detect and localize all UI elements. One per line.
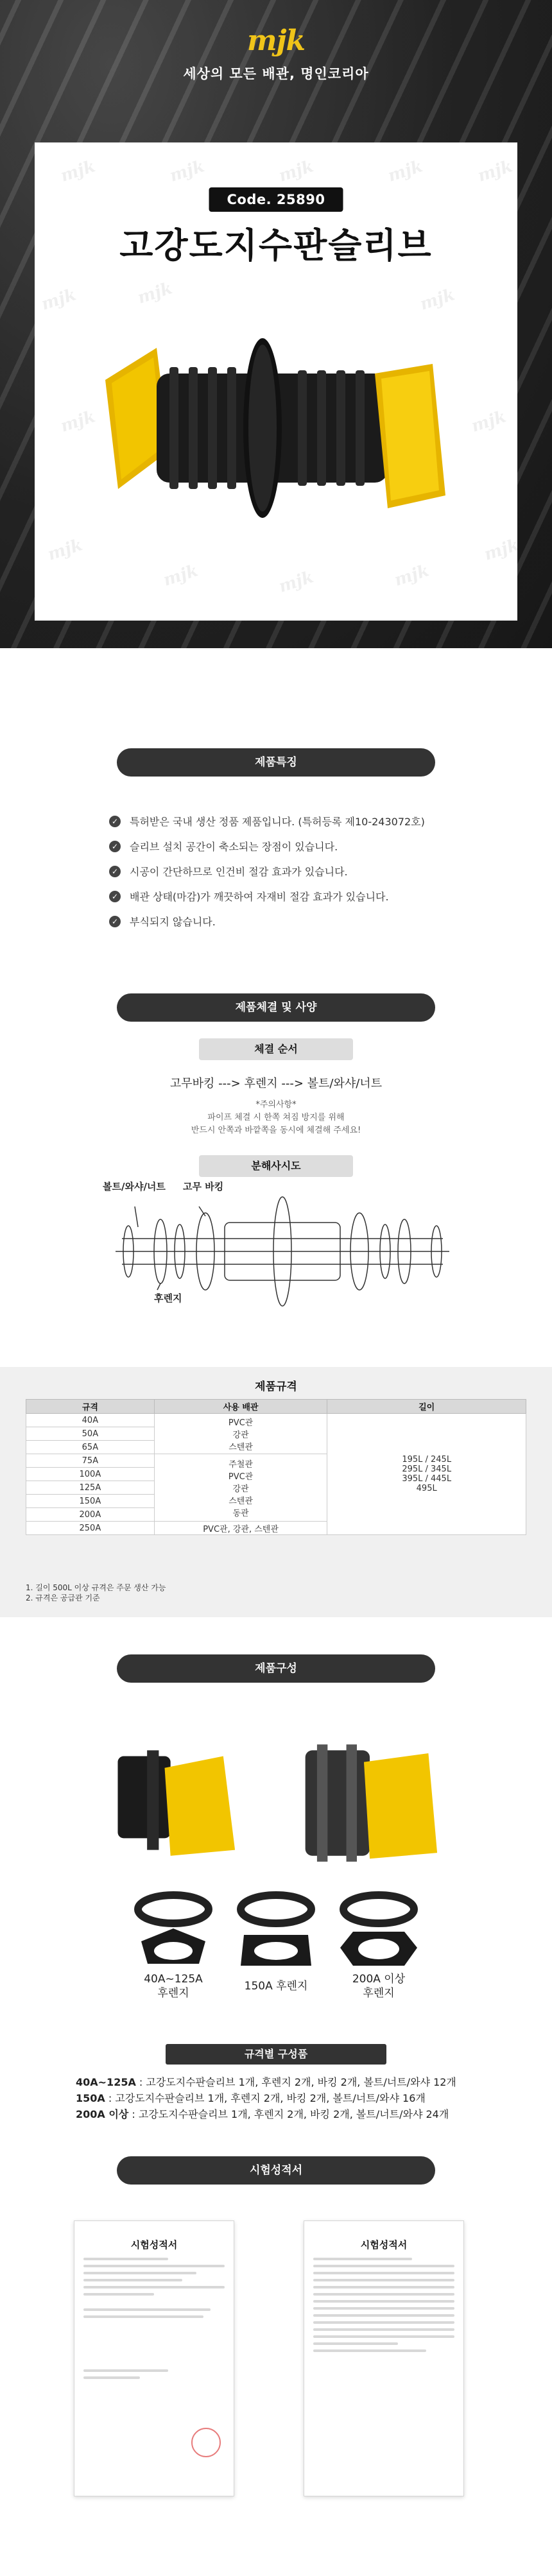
feature-item: ✓ 배관 상태(마감)가 깨끗하여 자재비 절감 효과가 있습니다. <box>109 884 469 909</box>
caution-line: 반드시 안쪽과 바깥쪽을 동시에 체결해 주세요! <box>191 1126 361 1135</box>
feature-list <box>109 809 469 934</box>
section-heading-features: 제품특징 <box>117 748 435 777</box>
config-heading: 규격별 구성품 <box>166 2044 386 2065</box>
spec-size-cell: 50A <box>26 1427 155 1441</box>
config-line: 150A : 고강도지수판슬리브 1개, 후렌지 2개, 바킹 2개, 볼트/너트/와샤 16개 <box>76 2092 426 2104</box>
check-icon: ✓ <box>109 816 121 827</box>
brand-header <box>0 24 552 83</box>
certificate-title: 시험성적서 <box>360 2239 408 2251</box>
spec-size-cell: 250A <box>26 1522 155 1535</box>
spec-size-cell: 65A <box>26 1441 155 1454</box>
flange-label-150: 150A 후렌지 <box>244 1980 308 1993</box>
feature-item: ✓ 특허받은 국내 생산 정품 제품입니다. (특허등록 제10-243072호) <box>109 809 469 834</box>
hero-banner <box>0 0 552 648</box>
section-heading-certificate: 시험성적서 <box>117 2156 435 2185</box>
spec-size-cell: 40A <box>26 1414 155 1427</box>
caution-line: 파이프 체결 시 한쪽 쳐짐 방지를 위해 <box>207 1113 345 1122</box>
certificate-title: 시험성적서 <box>130 2239 178 2251</box>
spec-size-cell: 125A <box>26 1481 155 1495</box>
spec-size-cell: 150A <box>26 1495 155 1508</box>
spec-length-cell: 195L / 245L 295L / 345L 395L / 445L 495L <box>327 1414 526 1535</box>
label-rubber-packing: 고무 바킹 <box>183 1181 224 1192</box>
feature-item: ✓ 시공이 간단하므로 인건비 절감 효과가 있습니다. <box>109 859 469 884</box>
spec-pipe-cell: 주철관 PVC관 강관 스텐관 동관 <box>154 1454 327 1522</box>
spec-header-size: 규격 <box>26 1400 155 1414</box>
certificate-images <box>74 2220 478 2516</box>
product-code-badge: Code. 25890 <box>209 187 343 212</box>
spec-header-pipe: 사용 배관 <box>154 1400 327 1414</box>
brand-logo: mjk <box>247 24 305 57</box>
watermark-pattern: mjk mjk mjk mjk mjk mjk mjk mjk mjk mjk mjk mjk mjk mjk mjk <box>39 157 522 597</box>
product-composition-photo <box>96 1733 456 1868</box>
spec-size-cell: 75A <box>26 1454 155 1468</box>
assembly-order-steps: 고무바킹 ---> 후렌지 ---> 볼트/와샤/너트 <box>169 1077 383 1090</box>
flange-label-40-125: 40A~125A 후렌지 <box>144 1973 203 2000</box>
check-icon: ✓ <box>109 866 121 877</box>
feature-item: ✓ 부식되지 않습니다. <box>109 909 469 934</box>
feature-item: ✓ 슬리브 설치 공간이 축소되는 장점이 있습니다. <box>109 834 469 859</box>
flange-label-200-plus: 200A 이상 후렌지 <box>352 1973 406 2000</box>
config-line: 40A~125A : 고강도지수판슬리브 1개, 후렌지 2개, 바킹 2개, 볼트/너트/와샤 12개 <box>76 2076 456 2088</box>
config-line: 200A 이상 : 고강도지수판슬리브 1개, 후렌지 2개, 바킹 2개, 볼트/너트/와샤 24개 <box>76 2108 449 2120</box>
section-heading-composition: 제품구성 <box>117 1654 435 1683</box>
spec-size-cell: 100A <box>26 1468 155 1481</box>
seal-stamp-icon <box>191 2428 221 2457</box>
exploded-view-label: 분해사시도 <box>199 1155 353 1177</box>
label-flange: 후렌지 <box>154 1292 182 1304</box>
spec-header-length: 길이 <box>327 1400 526 1414</box>
check-icon: ✓ <box>109 891 121 902</box>
flange-variants <box>128 1890 424 2012</box>
spec-heading: 제품규격 <box>255 1380 297 1393</box>
spec-size-cell: 200A <box>26 1508 155 1522</box>
label-bolt-washer-nut: 볼트/와샤/너트 <box>103 1181 166 1192</box>
product-hero-card <box>35 142 522 621</box>
section-heading-assembly: 제품체결 및 사양 <box>117 993 435 1022</box>
certificate-document <box>74 2220 234 2496</box>
flange-rings-image <box>128 1890 424 1967</box>
spec-table <box>26 1399 526 1535</box>
exploded-view-diagram <box>103 1181 456 1316</box>
spec-notes: 1. 길이 500L 이상 규격은 주문 생산 가능 2. 규격은 공급관 기준 <box>26 1583 166 1602</box>
brand-tagline: 세상의 모든 배관, 명인코리아 <box>183 66 369 82</box>
check-icon: ✓ <box>109 841 121 852</box>
spec-pipe-cell: PVC관, 강관, 스텐관 <box>154 1522 327 1535</box>
product-sleeve-image <box>86 303 471 560</box>
caution-title: *주의사항* <box>255 1100 297 1110</box>
product-title: 고강도지수판슬리브 <box>119 225 433 266</box>
assembly-order-label: 체결 순서 <box>199 1038 353 1060</box>
config-list <box>76 2074 456 2122</box>
check-icon: ✓ <box>109 916 121 927</box>
certificate-document <box>304 2220 464 2496</box>
spec-pipe-cell: PVC관 강관 스텐관 <box>154 1414 327 1454</box>
